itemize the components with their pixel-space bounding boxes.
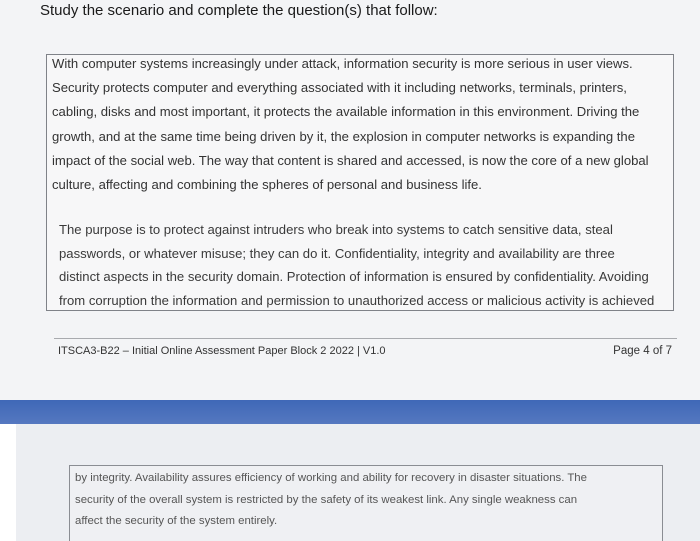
instruction-heading: Study the scenario and complete the question(s) that follow: <box>40 2 438 19</box>
scenario-box <box>46 54 674 311</box>
scenario-paragraph-continuation: by integrity. Availability assures efficiency of working and ability for recovery in disaster situations. The security of the overall system is restricted by the safety of its weakest link. Any single weakness can affect the security of the system entirely. <box>75 472 587 527</box>
footer-divider <box>54 338 677 339</box>
scenario-paragraph-2: The purpose is to protect against intruders who break into systems to catch sensitive data, steal passwords, or whatever misuse; they can do it. Confidentiality, integrity and availability are three distinct aspects in the security domain. Protection of information is ensured by confidentiality. Avoiding from corruption the information and permission to unauthorized access or malicious activity is achieved <box>59 222 655 308</box>
scenario-paragraph-1: With computer systems increasingly under attack, information security is more serious in user views. Security protects computer and everything associated with it including networks, terminals, printers, cabling, disks and most important, it protects the available information in this environment. Driving the growth, and at the same time being driven by it, the explosion in computer networks is expanding the impact of the social web. The way that content is shared and accessed, is now the core of a new global culture, affecting and combining the spheres of personal and business life. <box>52 56 649 193</box>
footer-page-number: Page 4 of 7 <box>613 345 672 357</box>
footer-document-id: ITSCA3-B22 – Initial Online Assessment Paper Block 2 2022 | V1.0 <box>58 345 386 357</box>
page-separator <box>0 400 700 424</box>
scenario-box-continued <box>69 465 663 541</box>
